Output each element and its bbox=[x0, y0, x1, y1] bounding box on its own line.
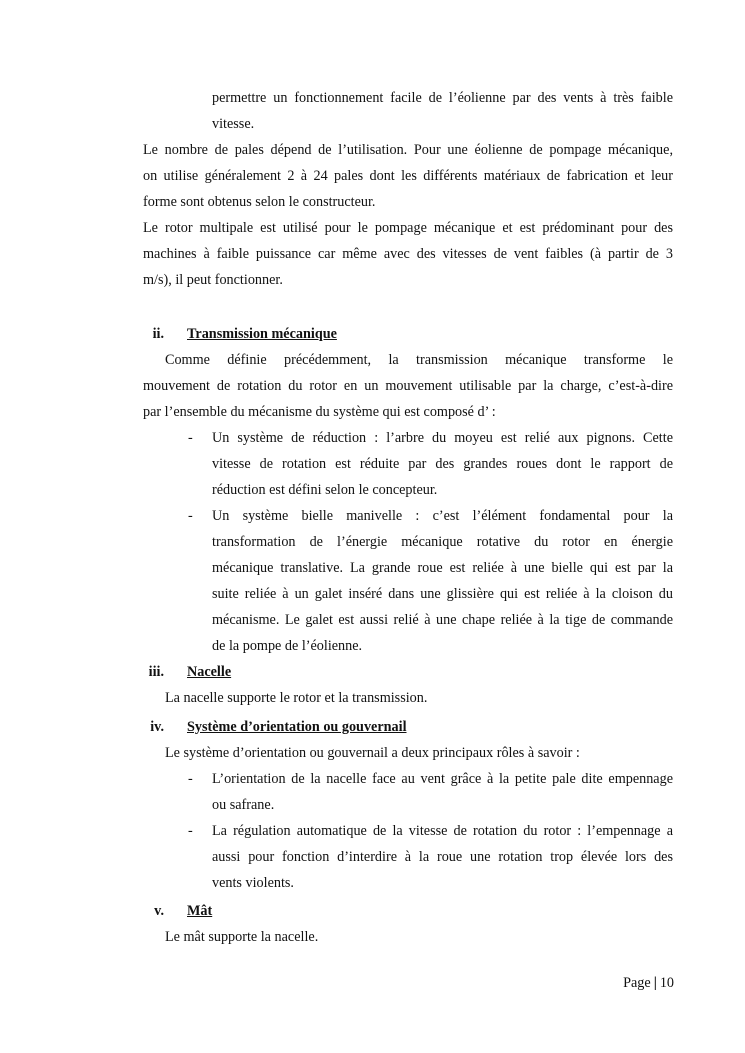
paragraph-line: Le mât supporte la nacelle. bbox=[165, 929, 319, 945]
list-item-line: mécanique translative. La grande roue est reliée à une bielle qui est par la bbox=[212, 560, 673, 576]
bullet-marker: - bbox=[188, 823, 193, 839]
paragraph-line: par l’ensemble du mécanisme du système qui est composé d’ : bbox=[143, 404, 496, 420]
paragraph-line: m/s), il peut fonctionner. bbox=[143, 272, 283, 288]
list-item-line: vitesse de rotation est réduite par des grandes roues dont le rapport de bbox=[212, 456, 673, 472]
paragraph-line: Le nombre de pales dépend de l’utilisation. Pour une éolienne de pompage mécanique, bbox=[143, 142, 673, 158]
list-item-line: Un système bielle manivelle : c’est l’élément fondamental pour la bbox=[212, 508, 673, 524]
list-item-line: aussi pour fonction d’interdire à la roue une rotation trop élevée lors des bbox=[212, 849, 673, 865]
paragraph-line: forme sont obtenus selon le constructeur. bbox=[143, 194, 376, 210]
list-item-line: de la pompe de l’éolienne. bbox=[212, 638, 363, 654]
paragraph-line: machines à faible puissance car même avec des vitesses de vent faibles (à partir de 3 bbox=[143, 246, 673, 262]
list-item-line: transformation de l’énergie mécanique rotative du rotor en énergie bbox=[212, 534, 673, 550]
section-number: ii. bbox=[152, 326, 164, 342]
page-footer bbox=[623, 970, 674, 996]
section-heading-nacelle: Nacelle bbox=[187, 664, 232, 680]
section-number: v. bbox=[154, 903, 164, 919]
paragraph-line: Comme définie précédemment, la transmission mécanique transforme le bbox=[165, 352, 673, 368]
list-item-line: réduction est défini selon le concepteur. bbox=[212, 482, 438, 498]
list-item-line: ou safrane. bbox=[212, 797, 275, 813]
page-number: 10 bbox=[659, 975, 674, 991]
list-item-line: suite reliée à un galet inséré dans une glissière qui est reliée à la cloison du bbox=[212, 586, 673, 602]
paragraph-line: mouvement de rotation du rotor en un mouvement utilisable par la charge, c’est-à-dire bbox=[143, 378, 673, 394]
list-item-line: Un système de réduction : l’arbre du moyeu est relié aux pignons. Cette bbox=[212, 430, 673, 446]
section-number: iii. bbox=[148, 664, 164, 680]
paragraph-line: Le rotor multipale est utilisé pour le pompage mécanique et est prédominant pour des bbox=[143, 220, 673, 236]
list-item-line: vents violents. bbox=[212, 875, 294, 891]
page-separator: | bbox=[653, 975, 657, 991]
bullet-marker: - bbox=[188, 508, 193, 524]
list-item-line: L’orientation de la nacelle face au vent grâce à la petite pale dite empennage bbox=[212, 771, 673, 787]
list-item-line: mécanisme. Le galet est aussi relié à une chape reliée à la tige de commande bbox=[212, 612, 673, 628]
paragraph-line: vitesse. bbox=[212, 116, 255, 132]
section-heading-orientation: Système d’orientation ou gouvernail bbox=[187, 719, 407, 735]
section-heading-transmission: Transmission mécanique bbox=[187, 326, 337, 342]
list-item-line: La régulation automatique de la vitesse de rotation du rotor : l’empennage a bbox=[212, 823, 673, 839]
section-heading-mat: Mât bbox=[187, 903, 213, 919]
paragraph-line: on utilise généralement 2 à 24 pales dont les différents matériaux de fabrication et leur bbox=[143, 168, 673, 184]
bullet-marker: - bbox=[188, 771, 193, 787]
page-label: Page bbox=[623, 975, 651, 991]
paragraph-line: La nacelle supporte le rotor et la transmission. bbox=[165, 690, 428, 706]
paragraph-line: Le système d’orientation ou gouvernail a deux principaux rôles à savoir : bbox=[165, 745, 580, 761]
paragraph-line: permettre un fonctionnement facile de l’éolienne par des vents à très faible bbox=[212, 90, 673, 106]
bullet-marker: - bbox=[188, 430, 193, 446]
section-number: iv. bbox=[150, 719, 164, 735]
